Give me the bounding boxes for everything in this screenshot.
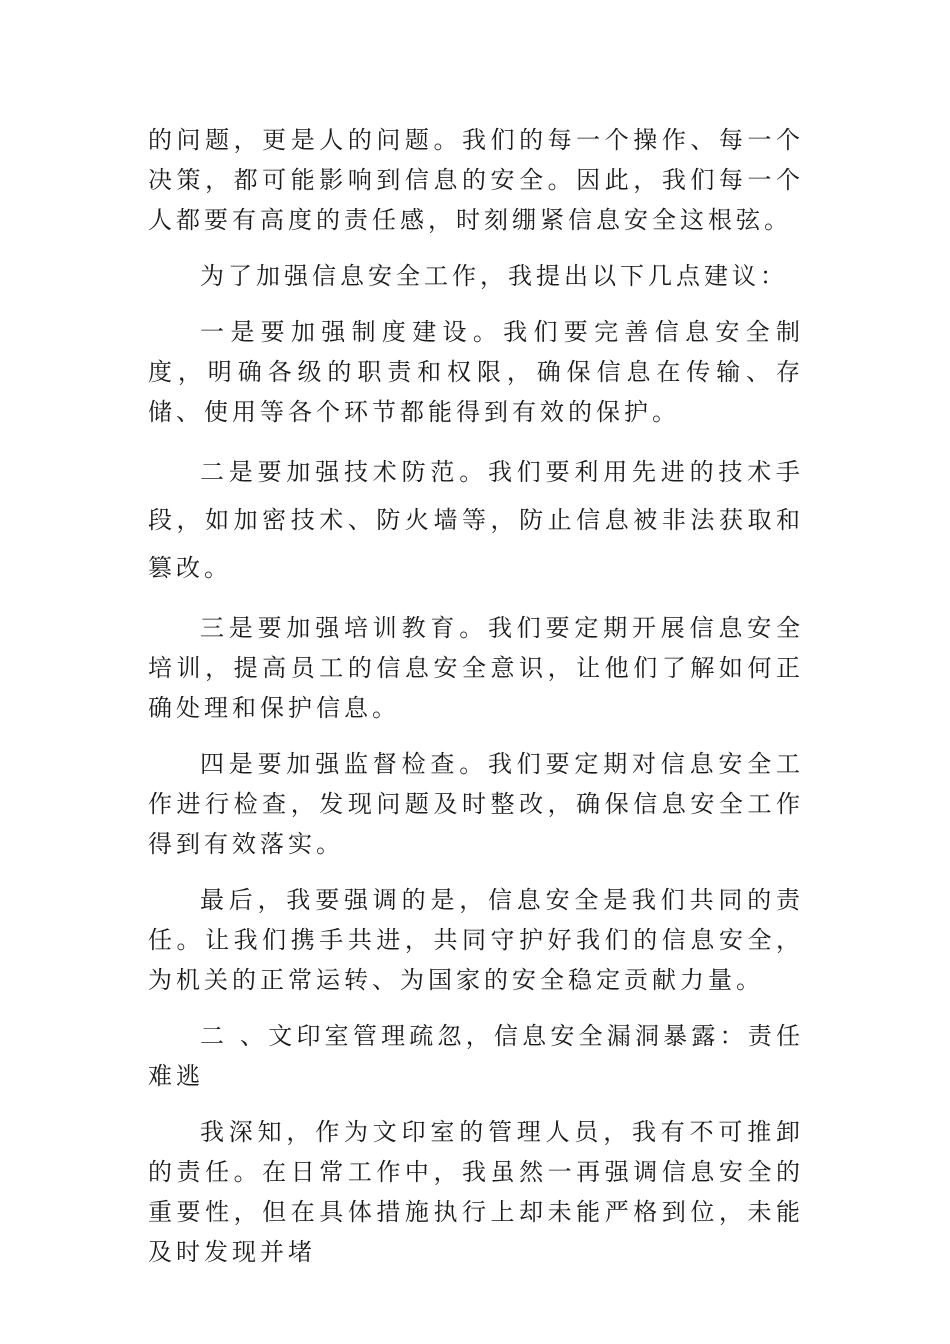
document-body xyxy=(148,120,804,1288)
paragraph-suggestion-2: 二是要加强技术防范。我们要利用先进的技术手段，如加密技术、防火墙等，防止信息被非法获取和篡改。 xyxy=(148,458,804,582)
paragraph-suggestions-intro: 为了加强信息安全工作，我提出以下几点建议： xyxy=(200,262,788,290)
section-heading: 二 、文印室管理疏忽，信息安全漏洞暴露：责任难逃 xyxy=(148,1022,804,1090)
paragraph-responsibility: 我深知，作为文印室的管理人员，我有不可推卸的责任。在日常工作中，我虽然一再强调信息安全的重要性，但在具体措施执行上却未能严格到位，未能及时发现并堵 xyxy=(148,1118,804,1266)
paragraph-suggestion-4: 四是要加强监督检查。我们要定期对信息安全工作进行检查，发现问题及时整改，确保信息安全工作得到有效落实。 xyxy=(148,750,804,858)
paragraph-suggestion-3: 三是要加强培训教育。我们要定期开展信息安全培训，提高员工的信息安全意识，让他们了解如何正确处理和保护信息。 xyxy=(148,614,804,722)
paragraph-suggestion-1: 一是要加强制度建设。我们要完善信息安全制度，明确各级的职责和权限，确保信息在传输、存储、使用等各个环节都能得到有效的保护。 xyxy=(148,318,804,426)
paragraph-conclusion: 最后，我要强调的是，信息安全是我们共同的责任。让我们携手共进，共同守护好我们的信息安全，为机关的正常运转、为国家的安全稳定贡献力量。 xyxy=(148,886,804,994)
paragraph-continuation: 的问题，更是人的问题。我们的每一个操作、每一个决策，都可能影响到信息的安全。因此，我们每一个人都要有高度的责任感，时刻绷紧信息安全这根弦。 xyxy=(148,126,804,234)
